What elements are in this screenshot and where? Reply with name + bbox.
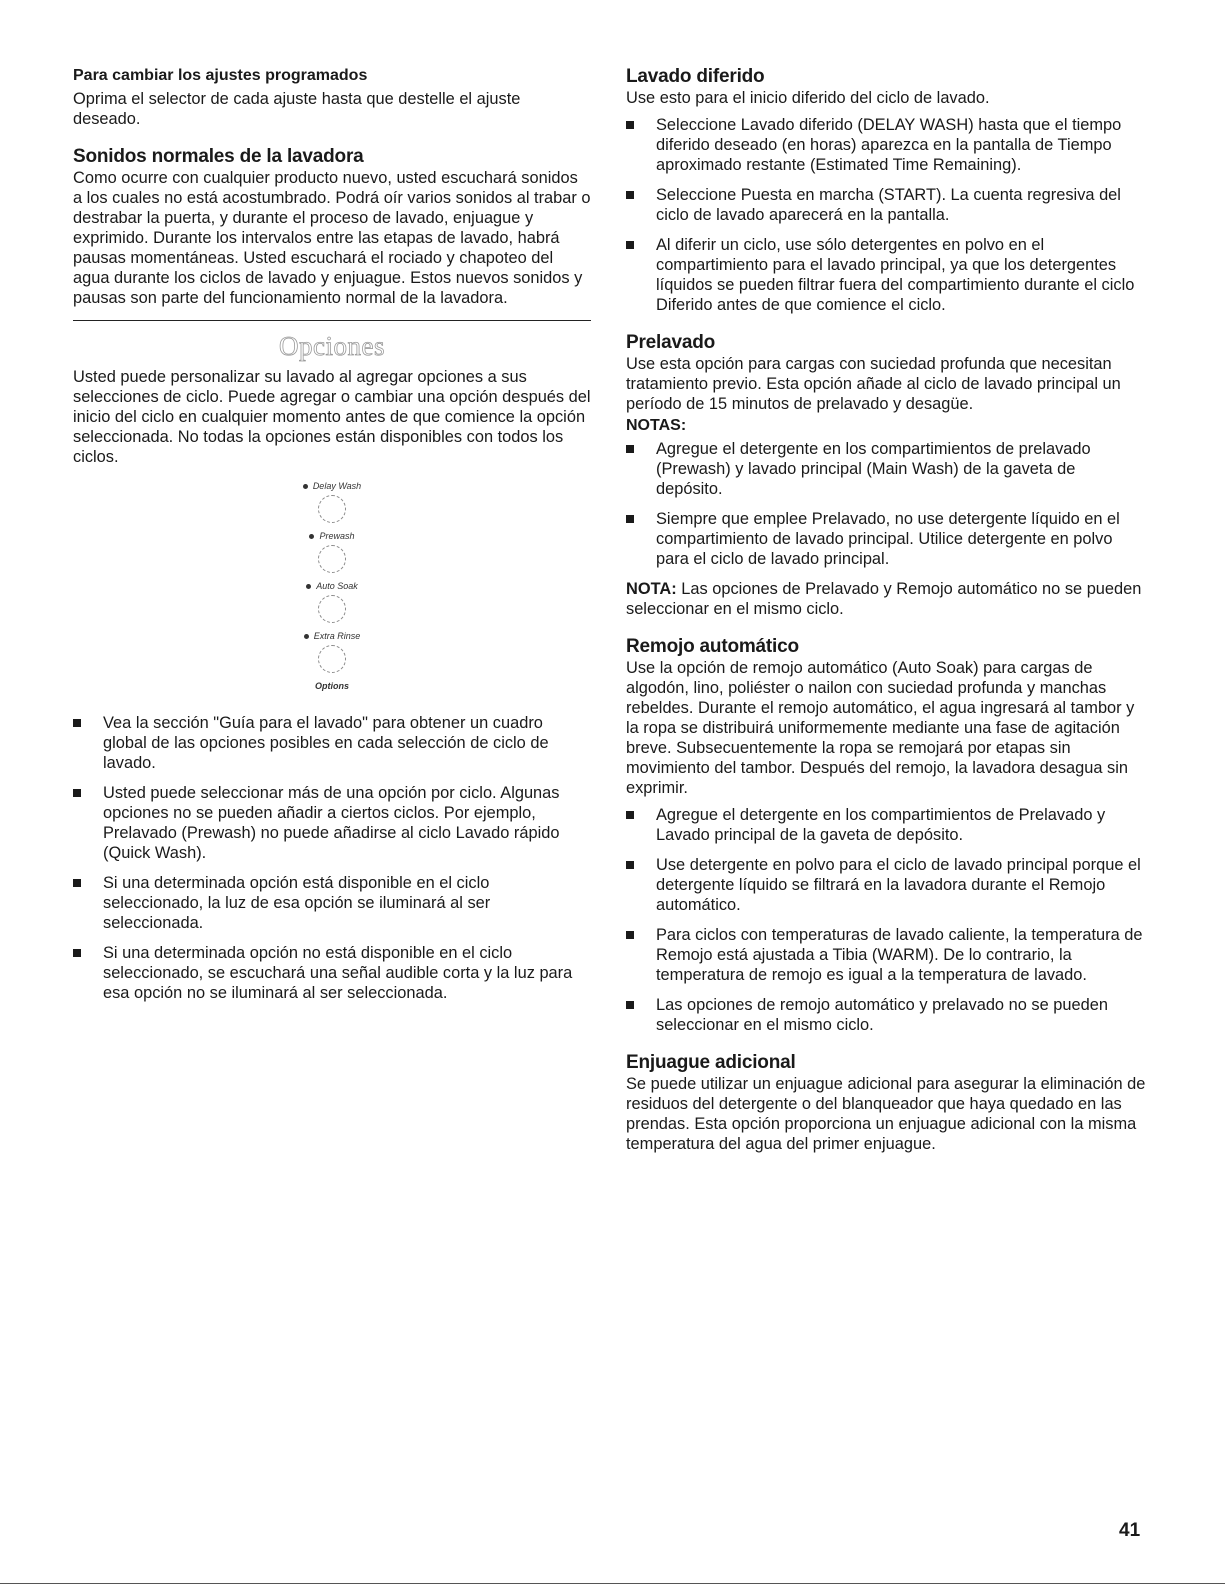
option-button-icon (318, 545, 346, 573)
list-item: Para ciclos con temperaturas de lavado caliente, la temperatura de Remojo está ajustada a Tibia (WARM). De lo contrario, la temperatura de remojo es igual a la temperatura de lavado. (626, 925, 1146, 985)
nota-text: Las opciones de Prelavado y Remojo automático no se pueden seleccionar en el mismo ciclo. (626, 580, 1142, 618)
bullet-square-icon (73, 879, 81, 887)
option-button-icon (318, 495, 346, 523)
left-column (73, 66, 591, 1013)
section-heading: Prelavado (626, 332, 716, 353)
section-prelavado (626, 332, 1146, 619)
bullet-square-icon (626, 861, 634, 869)
indicator-light-icon (306, 584, 311, 589)
bullet-square-icon (626, 121, 634, 129)
remojo-bullet-list (626, 805, 1146, 1035)
notas-heading: NOTAS: (626, 417, 687, 434)
option-prewash (282, 531, 382, 573)
section-body: Como ocurre con cualquier producto nuevo, usted escuchará sonidos a los cuales no está acostumbrado. Podrá oír varios sonidos al trabar o destrabar la puerta, y durante el proceso de lavado, enjuague y exprimido. Durante los intervalos entre las etapas de lavado, habrá pausas momentáneas. Usted escuchará el rociado y chapoteo del agua durante los ciclos de lavado y enjuague. Estos nuevos sonidos y pausas son parte del funcionamiento normal de la lavadora. (73, 169, 591, 307)
list-item: Las opciones de remojo automático y prelavado no se pueden seleccionar en el mismo ciclo. (626, 995, 1146, 1035)
list-item: Usted puede seleccionar más de una opción por ciclo. Algunas opciones no se pueden añadir a ciertos ciclos. Por ejemplo, Prelavado (Prewash) no puede añadirse al ciclo Lavado rápido (Quick Wash). (73, 783, 591, 863)
list-item: Al diferir un ciclo, use sólo detergentes en polvo en el compartimiento para el lavado principal, ya que los detergentes líquidos se pueden filtrar fuera del compartimiento durante el ciclo Diferido antes de que comience el ciclo. (626, 235, 1146, 315)
option-auto-soak (282, 581, 382, 623)
indicator-light-icon (309, 534, 314, 539)
section-heading: Enjuague adicional (626, 1052, 796, 1073)
section-sonidos (73, 146, 591, 308)
bullet-square-icon (626, 241, 634, 249)
bullet-square-icon (626, 515, 634, 523)
bullet-square-icon (73, 719, 81, 727)
list-item: Vea la sección "Guía para el lavado" para obtener un cuadro global de las opciones posibles en cada selección de ciclo de lavado. (73, 713, 591, 773)
option-label: Prewash (319, 531, 355, 541)
bullet-square-icon (626, 191, 634, 199)
section-remojo-automatico (626, 636, 1146, 1035)
nota-label: NOTA: (626, 580, 677, 598)
section-heading: Sonidos normales de la lavadora (73, 146, 364, 167)
option-button-icon (318, 645, 346, 673)
bullet-square-icon (73, 789, 81, 797)
section-opciones (73, 331, 591, 1003)
section-divider (73, 320, 591, 321)
option-button-icon (318, 595, 346, 623)
bullet-square-icon (73, 949, 81, 957)
section-body: Use la opción de remojo automático (Auto Soak) para cargas de algodón, lino, poliéster o nailon con suciedad profunda y manchas rebeldes. Durante el remojo automático, el agua ingresará al tambor y la ropa se distribuirá uniformemente mediante una fase de agitación breve. Subsecuentemente la ropa se remojará por etapas sin movimiento del tambor. Después del remojo, la lavadora desagua sin exprimir. (626, 659, 1135, 797)
list-item: Agregue el detergente en los compartimientos de Prelavado y Lavado principal de la gaveta de depósito. (626, 805, 1146, 845)
options-panel-caption: Options (315, 681, 349, 691)
option-label: Auto Soak (316, 581, 358, 591)
list-item: Seleccione Puesta en marcha (START). La cuenta regresiva del ciclo de lavado aparecerá en la pantalla. (626, 185, 1146, 225)
page-bottom-border (0, 1583, 1225, 1584)
section-body: Oprima el selector de cada ajuste hasta que destelle el ajuste deseado. (73, 90, 521, 128)
bullet-square-icon (626, 931, 634, 939)
option-extra-rinse (282, 631, 382, 673)
opciones-title: Opciones (279, 331, 385, 361)
indicator-light-icon (303, 484, 308, 489)
prelavado-bullet-list (626, 439, 1146, 569)
bullet-square-icon (626, 1001, 634, 1009)
opciones-intro: Usted puede personalizar su lavado al agregar opciones a sus selecciones de ciclo. Puede agregar o cambiar una opción después del inicio del ciclo en cualquier momento antes de que comience la opción seleccionada. No todas la opciones están disponibles con todos los ciclos. (73, 368, 591, 466)
section-heading: Remojo automático (626, 636, 799, 657)
option-label: Extra Rinse (313, 631, 361, 641)
list-item: Seleccione Lavado diferido (DELAY WASH) hasta que el tiempo diferido deseado (en horas) aparezca en la pantalla de Tiempo aproximado restante (Estimated Time Remaining). (626, 115, 1146, 175)
opciones-bullet-list (73, 713, 591, 1003)
section-heading: Para cambiar los ajustes programados (73, 67, 368, 84)
nota-paragraph (626, 579, 1146, 619)
bullet-square-icon (626, 811, 634, 819)
section-heading: Lavado diferido (626, 66, 765, 87)
list-item: Si una determinada opción está disponible en el ciclo seleccionado, la luz de esa opción se iluminará al ser seleccionada. (73, 873, 591, 933)
section-lavado-diferido (626, 66, 1146, 315)
section-body: Use esta opción para cargas con suciedad profunda que necesitan tratamiento previo. Esta opción añade al ciclo de lavado principal un período de 15 minutos de prelavado y desagüe. (626, 355, 1121, 413)
option-delay-wash (282, 481, 382, 523)
bullet-square-icon (626, 445, 634, 453)
list-item: Siempre que emplee Prelavado, no use detergente líquido en el compartimiento de lavado principal. Utilice detergente en polvo para el ciclo de lavado principal. (626, 509, 1146, 569)
options-panel-illustration (282, 481, 382, 691)
option-label: Delay Wash (312, 481, 362, 491)
section-ajustes (73, 66, 591, 129)
list-item: Use detergente en polvo para el ciclo de lavado principal porque el detergente líquido se filtrará en la lavadora durante el Remojo automático. (626, 855, 1146, 915)
page-number: 41 (1119, 1520, 1141, 1541)
right-column (626, 66, 1146, 1171)
section-body: Se puede utilizar un enjuague adicional para asegurar la eliminación de residuos del detergente o del blanqueador que haya quedado en las prendas. Esta opción proporciona un enjuague adicional con la misma temperatura del agua del primer enjuague. (626, 1075, 1146, 1153)
list-item: Agregue el detergente en los compartimientos de prelavado (Prewash) y lavado principal (Main Wash) de la gaveta de depósito. (626, 439, 1146, 499)
diferido-bullet-list (626, 115, 1146, 315)
list-item: Si una determinada opción no está disponible en el ciclo seleccionado, se escuchará una señal audible corta y la luz para esa opción no se iluminará al ser seleccionada. (73, 943, 591, 1003)
indicator-light-icon (304, 634, 309, 639)
section-body: Use esto para el inicio diferido del ciclo de lavado. (626, 89, 990, 107)
section-enjuague-adicional (626, 1052, 1146, 1154)
